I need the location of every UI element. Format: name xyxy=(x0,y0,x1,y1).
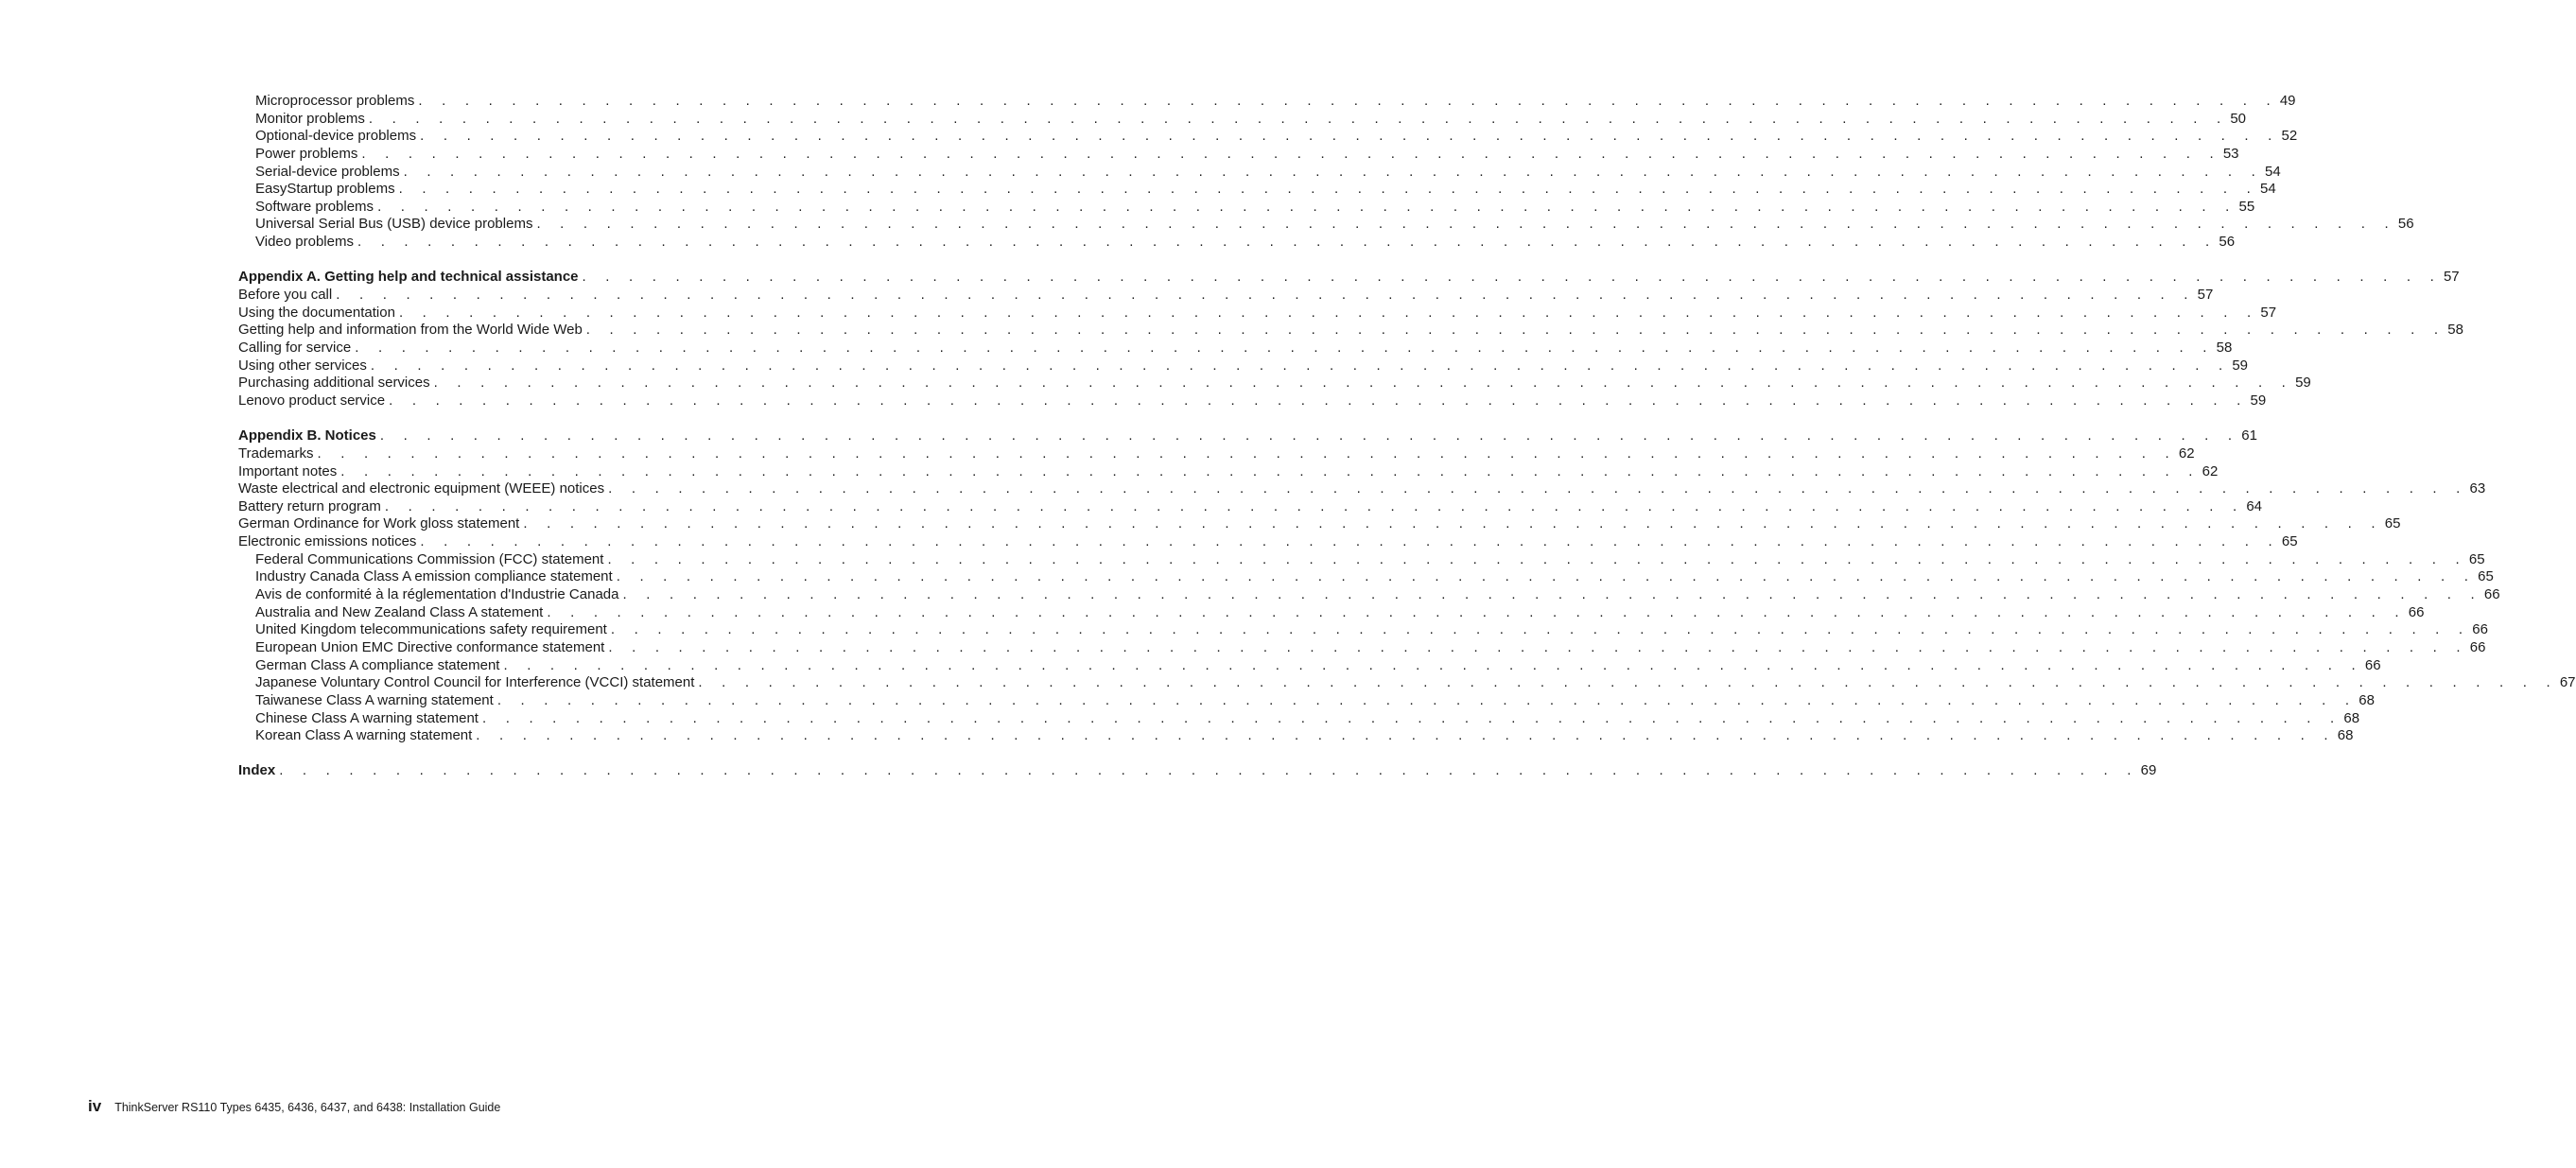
toc-entry[interactable] xyxy=(238,392,2267,410)
toc-entry-page: 49 xyxy=(2279,93,2296,109)
toc-entry[interactable] xyxy=(238,674,2576,692)
toc-entry-page: 66 xyxy=(2483,586,2500,603)
toc-entry[interactable] xyxy=(238,357,2249,375)
toc-entry[interactable] xyxy=(238,691,2375,710)
toc-entry[interactable] xyxy=(238,163,2281,182)
toc-entry-page: 64 xyxy=(2246,497,2263,514)
page-number: iv xyxy=(88,1097,102,1115)
dot-leader: . . . . . . . . . . . . . . . . . . . . . . . . . . . . . . . . . . . . . . . . . . . . . . . . . . . . . . . . . . . . . . . . . . . . . . . . . . . . . . . . xyxy=(279,762,2139,779)
dot-leader: . . . . . . . . . . . . . . . . . . . . . . . . . . . . . . . . . . . . . . . . . . . . . . . . . . . . . . . . . . . . . . . . . . . . . . . . . . . . . . . . xyxy=(610,621,2471,638)
toc-entry[interactable] xyxy=(238,427,2257,445)
toc-entry-title: EasyStartup problems xyxy=(255,181,395,198)
toc-entry[interactable] xyxy=(238,480,2486,498)
toc-entry-title: Federal Communications Commission (FCC) statement xyxy=(255,550,604,567)
toc-entry-title: Waste electrical and electronic equipment (WEEE) notices xyxy=(238,480,605,497)
toc-entry[interactable] xyxy=(238,727,2354,745)
toc-group xyxy=(238,269,2463,410)
toc-entry-page: 65 xyxy=(2468,550,2485,567)
dot-leader: . . . . . . . . . . . . . . . . . . . . . . . . . . . . . . . . . . . . . . . . . . . . . . . . . . . . . . . . . . . . . . . . . . . . . . . . . . . . . . . . xyxy=(389,392,2249,409)
toc-entry[interactable] xyxy=(238,550,2485,569)
dot-leader: . . . . . . . . . . . . . . . . . . . . . . . . . . . . . . . . . . . . . . . . . . . . . . . . . . . . . . . . . . . . . . . . . . . . . . . . . . . . . . . . xyxy=(340,462,2201,479)
toc-entry[interactable] xyxy=(238,145,2239,164)
dot-leader: . . . . . . . . . . . . . . . . . . . . . . . . . . . . . . . . . . . . . . . . . . . . . . . . . . . . . . . . . . . . . . . . . . . . . . . . . . . . . . . . xyxy=(496,691,2358,708)
toc-entry-title: Serial-device problems xyxy=(255,163,400,180)
toc-entry-title: Trademarks xyxy=(238,445,314,462)
toc-entry-page: 54 xyxy=(2265,163,2281,180)
toc-entry-title: Taiwanese Class A warning statement xyxy=(255,691,494,708)
toc-entry-page: 59 xyxy=(2232,357,2249,374)
toc-entry-page: 57 xyxy=(2197,287,2214,304)
toc-entry[interactable] xyxy=(238,638,2486,657)
toc-entry[interactable] xyxy=(238,709,2360,728)
toc-entry-page: 69 xyxy=(2140,762,2157,779)
dot-leader: . . . . . . . . . . . . . . . . . . . . . . . . . . . . . . . . . . . . . . . . . . . . . . . . . . . . . . . . . . . . . . . . . . . . . . . . . . . . . . . . xyxy=(357,234,2218,251)
dot-leader: . . . . . . . . . . . . . . . . . . . . . . . . . . . . . . . . . . . . . . . . . . . . . . . . . . . . . . . . . . . . . . . . . . . . . . . . . . . . . . . . xyxy=(608,638,2468,655)
toc-entry[interactable] xyxy=(238,762,2157,780)
toc-entry[interactable] xyxy=(238,304,2277,323)
toc-entry-page: 56 xyxy=(2397,216,2414,233)
toc-entry-title: Index xyxy=(238,762,276,779)
toc-entry-page: 58 xyxy=(2447,322,2463,339)
toc-entry-page: 65 xyxy=(2478,568,2494,585)
toc-entry-page: 67 xyxy=(2559,674,2576,691)
dot-leader: . . . . . . . . . . . . . . . . . . . . . . . . . . . . . . . . . . . . . . . . . . . . . . . . . . . . . . . . . . . . . . . . . . . . . . . . . . . . . . . . xyxy=(582,269,2442,286)
toc-entry-title: Appendix B. Notices xyxy=(238,427,376,445)
toc-entry-title: Optional-device problems xyxy=(255,128,417,145)
toc-entry-title: Getting help and information from the World Wide Web xyxy=(238,322,583,339)
dot-leader: . . . . . . . . . . . . . . . . . . . . . . . . . . . . . . . . . . . . . . . . . . . . . . . . . . . . . . . . . . . . . . . . . . . . . . . . . . . . . . . . xyxy=(420,533,2280,550)
toc-entry-page: 66 xyxy=(2469,638,2486,655)
toc-entry-title: Calling for service xyxy=(238,340,352,357)
toc-entry-title: Using the documentation xyxy=(238,304,395,321)
toc-entry-title: German Class A compliance statement xyxy=(255,656,500,673)
toc-entry-page: 53 xyxy=(2222,145,2239,162)
toc-entry-page: 54 xyxy=(2260,181,2276,198)
toc-entry[interactable] xyxy=(238,462,2219,481)
toc-entry-page: 50 xyxy=(2230,110,2247,127)
toc-entry-title: Electronic emissions notices xyxy=(238,533,417,550)
toc-entry-page: 66 xyxy=(2364,656,2381,673)
dot-leader: . . . . . . . . . . . . . . . . . . . . . . . . . . . . . . . . . . . . . . . . . . . . . . . . . . . . . . . . . . . . . . . . . . . . . . . . . . . . . . . . xyxy=(317,445,2177,462)
table-of-contents xyxy=(238,93,2576,798)
dot-leader: . . . . . . . . . . . . . . . . . . . . . . . . . . . . . . . . . . . . . . . . . . . . . . . . . . . . . . . . . . . . . . . . . . . . . . . . . . . . . . . . xyxy=(547,603,2407,620)
toc-entry[interactable] xyxy=(238,269,2460,287)
toc-entry[interactable] xyxy=(238,533,2298,551)
dot-leader: . . . . . . . . . . . . . . . . . . . . . . . . . . . . . . . . . . . . . . . . . . . . . . . . . . . . . . . . . . . . . . . . . . . . . . . . . . . . . . . . xyxy=(403,163,2264,180)
dot-leader: . . . . . . . . . . . . . . . . . . . . . . . . . . . . . . . . . . . . . . . . . . . . . . . . . . . . . . . . . . . . . . . . . . . . . . . . . . . . . . . . xyxy=(377,198,2237,215)
toc-entry-title: Microprocessor problems xyxy=(255,93,415,109)
dot-leader: . . . . . . . . . . . . . . . . . . . . . . . . . . . . . . . . . . . . . . . . . . . . . . . . . . . . . . . . . . . . . . . . . . . . . . . . . . . . . . . . xyxy=(361,145,2221,162)
dot-leader: . . . . . . . . . . . . . . . . . . . . . . . . . . . . . . . . . . . . . . . . . . . . . . . . . . . . . . . . . . . . . . . . . . . . . . . . . . . . . . . . xyxy=(418,93,2278,109)
dot-leader: . . . . . . . . . . . . . . . . . . . . . . . . . . . . . . . . . . . . . . . . . . . . . . . . . . . . . . . . . . . . . . . . . . . . . . . . . . . . . . . . xyxy=(433,375,2294,392)
toc-entry-page: 66 xyxy=(2408,603,2425,620)
toc-entry-title: Japanese Voluntary Control Council for Interference (VCCI) statement xyxy=(255,674,695,691)
toc-entry-title: Industry Canada Class A emission compliance statement xyxy=(255,568,613,585)
toc-entry[interactable] xyxy=(238,497,2263,516)
toc-entry[interactable] xyxy=(238,375,2311,392)
toc-entry-page: 59 xyxy=(2250,392,2267,409)
toc-entry-title: Monitor problems xyxy=(255,110,365,127)
toc-entry-title: European Union EMC Directive conformance statement xyxy=(255,638,605,655)
dot-leader: . . . . . . . . . . . . . . . . . . . . . . . . . . . . . . . . . . . . . . . . . . . . . . . . . . . . . . . . . . . . . . . . . . . . . . . . . . . . . . . . xyxy=(585,322,2446,339)
toc-entry-title: Video problems xyxy=(255,234,354,251)
toc-entry[interactable] xyxy=(238,128,2298,146)
toc-entry[interactable] xyxy=(238,110,2247,129)
toc-entry[interactable] xyxy=(238,234,2236,252)
toc-entry-title: Avis de conformité à la réglementation d'Industrie Canada xyxy=(255,586,619,603)
toc-entry-title: Lenovo product service xyxy=(238,392,386,409)
toc-entry[interactable] xyxy=(238,287,2214,305)
toc-entry-title: United Kingdom telecommunications safety requirement xyxy=(255,621,607,638)
toc-entry-title: Korean Class A warning statement xyxy=(255,727,473,744)
toc-entry-title: Battery return program xyxy=(238,497,381,514)
toc-entry-title: Power problems xyxy=(255,145,358,162)
toc-entry[interactable] xyxy=(238,216,2414,234)
dot-leader: . . . . . . . . . . . . . . . . . . . . . . . . . . . . . . . . . . . . . . . . . . . . . . . . . . . . . . . . . . . . . . . . . . . . . . . . . . . . . . . . xyxy=(481,709,2342,726)
toc-entry[interactable] xyxy=(238,181,2276,199)
toc-entry-title: Software problems xyxy=(255,198,374,215)
toc-entry-title: Universal Serial Bus (USB) device problems xyxy=(255,216,533,233)
toc-entry-page: 68 xyxy=(2358,691,2375,708)
toc-entry[interactable] xyxy=(238,656,2381,675)
dot-leader: . . . . . . . . . . . . . . . . . . . . . . . . . . . . . . . . . . . . . . . . . . . . . . . . . . . . . . . . . . . . . . . . . . . . . . . . . . . . . . . . xyxy=(503,656,2363,673)
dot-leader: . . . . . . . . . . . . . . . . . . . . . . . . . . . . . . . . . . . . . . . . . . . . . . . . . . . . . . . . . . . . . . . . . . . . . . . . . . . . . . . . xyxy=(384,497,2245,514)
dot-leader: . . . . . . . . . . . . . . . . . . . . . . . . . . . . . . . . . . . . . . . . . . . . . . . . . . . . . . . . . . . . . . . . . . . . . . . . . . . . . . . . xyxy=(523,515,2383,532)
toc-entry-page: 58 xyxy=(2216,340,2233,357)
toc-entry[interactable] xyxy=(238,93,2296,111)
toc-entry-title: German Ordinance for Work gloss statement xyxy=(238,515,520,532)
dot-leader: . . . . . . . . . . . . . . . . . . . . . . . . . . . . . . . . . . . . . . . . . . . . . . . . . . . . . . . . . . . . . . . . . . . . . . . . . . . . . . . . xyxy=(370,357,2231,374)
toc-entry-page: 57 xyxy=(2443,269,2460,286)
dot-leader: . . . . . . . . . . . . . . . . . . . . . . . . . . . . . . . . . . . . . . . . . . . . . . . . . . . . . . . . . . . . . . . . . . . . . . . . . . . . . . . . xyxy=(336,287,2196,304)
toc-entry-page: 65 xyxy=(2281,533,2298,550)
dot-leader: . . . . . . . . . . . . . . . . . . . . . . . . . . . . . . . . . . . . . . . . . . . . . . . . . . . . . . . . . . . . . . . . . . . . . . . . . . . . . . . . xyxy=(379,427,2240,445)
dot-leader: . . . . . . . . . . . . . . . . . . . . . . . . . . . . . . . . . . . . . . . . . . . . . . . . . . . . . . . . . . . . . . . . . . . . . . . . . . . . . . . . xyxy=(368,110,2229,127)
toc-group xyxy=(238,93,2414,252)
toc-entry[interactable] xyxy=(238,198,2255,217)
toc-entry-page: 62 xyxy=(2202,462,2219,479)
dot-leader: . . . . . . . . . . . . . . . . . . . . . . . . . . . . . . . . . . . . . . . . . . . . . . . . . . . . . . . . . . . . . . . . . . . . . . . . . . . . . . . . xyxy=(698,674,2558,691)
dot-leader: . . . . . . . . . . . . . . . . . . . . . . . . . . . . . . . . . . . . . . . . . . . . . . . . . . . . . . . . . . . . . . . . . . . . . . . . . . . . . . . . xyxy=(622,586,2482,603)
toc-entry-title: Before you call xyxy=(238,287,333,304)
toc-entry-page: 56 xyxy=(2219,234,2236,251)
toc-entry-title: Using other services xyxy=(238,357,367,374)
dot-leader: . . . . . . . . . . . . . . . . . . . . . . . . . . . . . . . . . . . . . . . . . . . . . . . . . . . . . . . . . . . . . . . . . . . . . . . . . . . . . . . . xyxy=(607,550,2467,567)
book-title: ThinkServer RS110 Types 6435, 6436, 6437, and 6438: Installation Guide xyxy=(114,1101,501,1114)
dot-leader: . . . . . . . . . . . . . . . . . . . . . . . . . . . . . . . . . . . . . . . . . . . . . . . . . . . . . . . . . . . . . . . . . . . . . . . . . . . . . . . . xyxy=(476,727,2336,744)
dot-leader: . . . . . . . . . . . . . . . . . . . . . . . . . . . . . . . . . . . . . . . . . . . . . . . . . . . . . . . . . . . . . . . . . . . . . . . . . . . . . . . . xyxy=(355,340,2215,357)
toc-entry-page: 57 xyxy=(2260,304,2277,321)
toc-entry[interactable] xyxy=(238,568,2494,586)
dot-leader: . . . . . . . . . . . . . . . . . . . . . . . . . . . . . . . . . . . . . . . . . . . . . . . . . . . . . . . . . . . . . . . . . . . . . . . . . . . . . . . . xyxy=(608,480,2468,497)
toc-entry-page: 65 xyxy=(2384,515,2401,532)
toc-entry[interactable] xyxy=(238,586,2500,604)
toc-entry-title: Chinese Class A warning statement xyxy=(255,709,479,726)
dot-leader: . . . . . . . . . . . . . . . . . . . . . . . . . . . . . . . . . . . . . . . . . . . . . . . . . . . . . . . . . . . . . . . . . . . . . . . . . . . . . . . . xyxy=(536,216,2396,233)
dot-leader: . . . . . . . . . . . . . . . . . . . . . . . . . . . . . . . . . . . . . . . . . . . . . . . . . . . . . . . . . . . . . . . . . . . . . . . . . . . . . . . . xyxy=(398,181,2259,198)
toc-entry-page: 61 xyxy=(2241,427,2257,445)
toc-entry-page: 59 xyxy=(2295,375,2311,392)
toc-entry[interactable] xyxy=(238,322,2463,340)
toc-entry-title: Purchasing additional services xyxy=(238,375,430,392)
toc-entry-page: 55 xyxy=(2238,198,2255,215)
toc-group xyxy=(238,762,2157,780)
toc-entry[interactable] xyxy=(238,621,2488,639)
toc-entry[interactable] xyxy=(238,603,2425,622)
toc-entry-page: 68 xyxy=(2343,709,2360,726)
toc-entry-page: 52 xyxy=(2281,128,2298,145)
toc-entry-page: 63 xyxy=(2469,480,2486,497)
toc-entry-title: Appendix A. Getting help and technical assistance xyxy=(238,269,579,286)
toc-group xyxy=(238,427,2576,745)
dot-leader: . . . . . . . . . . . . . . . . . . . . . . . . . . . . . . . . . . . . . . . . . . . . . . . . . . . . . . . . . . . . . . . . . . . . . . . . . . . . . . . . xyxy=(616,568,2477,585)
toc-entry[interactable] xyxy=(238,515,2401,533)
toc-entry-title: Australia and New Zealand Class A statement xyxy=(255,603,544,620)
page-footer xyxy=(88,1097,500,1116)
toc-entry-page: 62 xyxy=(2178,445,2195,462)
toc-entry[interactable] xyxy=(238,445,2195,463)
toc-entry-page: 66 xyxy=(2472,621,2488,638)
dot-leader: . . . . . . . . . . . . . . . . . . . . . . . . . . . . . . . . . . . . . . . . . . . . . . . . . . . . . . . . . . . . . . . . . . . . . . . . . . . . . . . . xyxy=(398,304,2259,321)
toc-entry-page: 68 xyxy=(2337,727,2354,744)
dot-leader: . . . . . . . . . . . . . . . . . . . . . . . . . . . . . . . . . . . . . . . . . . . . . . . . . . . . . . . . . . . . . . . . . . . . . . . . . . . . . . . . xyxy=(420,128,2280,145)
toc-entry[interactable] xyxy=(238,340,2233,357)
toc-entry-title: Important notes xyxy=(238,462,338,479)
